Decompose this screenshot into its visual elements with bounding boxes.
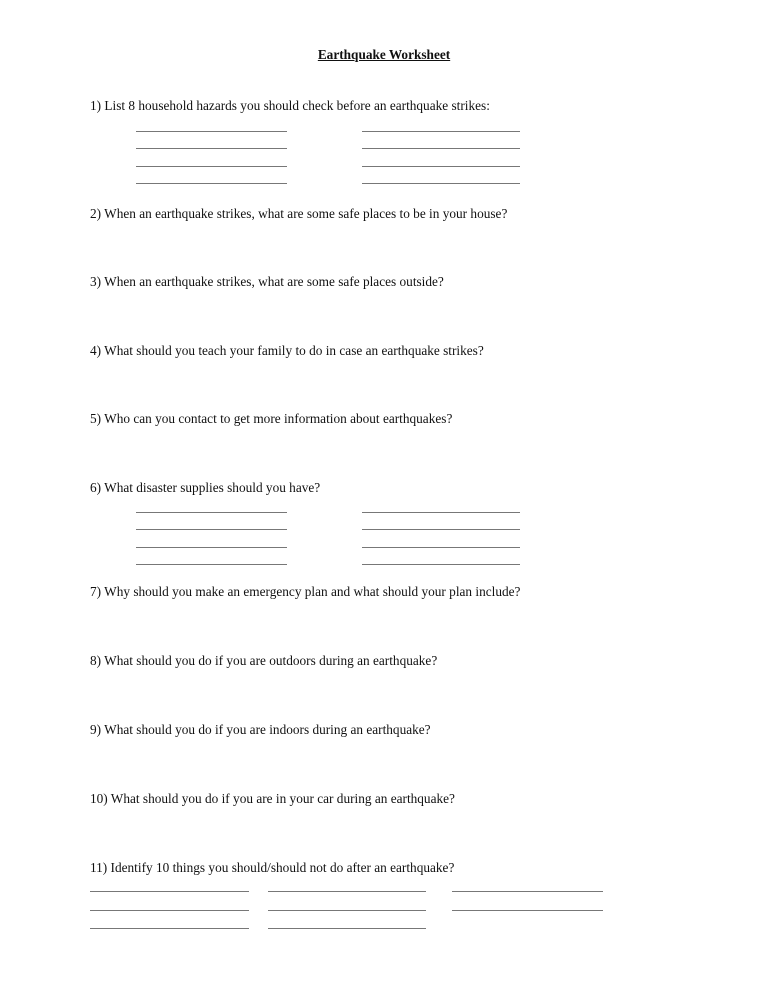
answer-blank-line[interactable] bbox=[362, 564, 520, 565]
answer-blank-line[interactable] bbox=[136, 512, 287, 513]
answer-blank-line[interactable] bbox=[136, 131, 287, 132]
answer-blank-line[interactable] bbox=[452, 891, 603, 892]
answer-blank-line[interactable] bbox=[362, 131, 520, 132]
question-9: 9) What should you do if you are indoors during an earthquake? bbox=[90, 722, 431, 737]
question-11: 11) Identify 10 things you should/should not do after an earthquake? bbox=[90, 860, 455, 875]
answer-blank-line[interactable] bbox=[90, 910, 249, 911]
question-3: 3) When an earthquake strikes, what are some safe places outside? bbox=[90, 274, 444, 289]
question-5: 5) Who can you contact to get more information about earthquakes? bbox=[90, 411, 453, 426]
answer-blank-line[interactable] bbox=[362, 529, 520, 530]
question-8: 8) What should you do if you are outdoors during an earthquake? bbox=[90, 653, 438, 668]
answer-blank-line[interactable] bbox=[90, 928, 249, 929]
answer-blank-line[interactable] bbox=[362, 183, 520, 184]
question-4: 4) What should you teach your family to do in case an earthquake strikes? bbox=[90, 343, 484, 358]
answer-blank-line[interactable] bbox=[362, 512, 520, 513]
answer-blank-line[interactable] bbox=[90, 891, 249, 892]
answer-blank-line[interactable] bbox=[136, 529, 287, 530]
answer-blank-line[interactable] bbox=[136, 166, 287, 167]
answer-blank-line[interactable] bbox=[268, 928, 426, 929]
answer-blank-line[interactable] bbox=[136, 183, 287, 184]
page-title bbox=[0, 47, 768, 63]
title-text: Earthquake Worksheet bbox=[317, 47, 451, 62]
answer-blank-line[interactable] bbox=[362, 166, 520, 167]
answer-blank-line[interactable] bbox=[452, 910, 603, 911]
question-2: 2) When an earthquake strikes, what are some safe places to be in your house? bbox=[90, 206, 508, 221]
question-7: 7) Why should you make an emergency plan and what should your plan include? bbox=[90, 584, 521, 599]
answer-blank-line[interactable] bbox=[268, 891, 426, 892]
answer-blank-line[interactable] bbox=[362, 148, 520, 149]
question-1: 1) List 8 household hazards you should check before an earthquake strikes: bbox=[90, 98, 490, 113]
answer-blank-line[interactable] bbox=[268, 910, 426, 911]
answer-blank-line[interactable] bbox=[136, 564, 287, 565]
question-6: 6) What disaster supplies should you have? bbox=[90, 480, 321, 495]
answer-blank-line[interactable] bbox=[136, 148, 287, 149]
answer-blank-line[interactable] bbox=[362, 547, 520, 548]
question-10: 10) What should you do if you are in your car during an earthquake? bbox=[90, 791, 455, 806]
answer-blank-line[interactable] bbox=[136, 547, 287, 548]
